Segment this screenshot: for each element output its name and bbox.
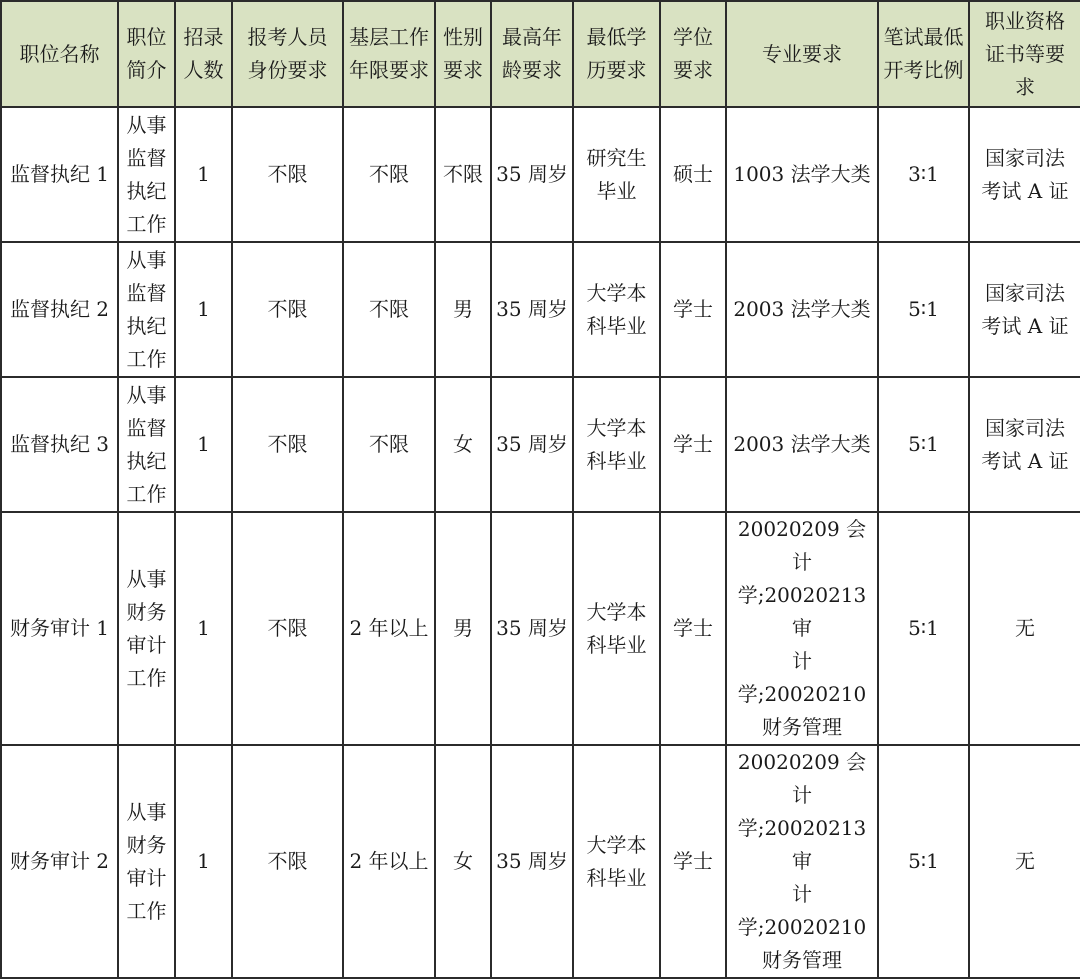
cell-max-age: 35 周岁 [491,745,573,978]
cell-certificate-requirement: 无 [969,745,1080,978]
cell-max-age: 35 周岁 [491,377,573,512]
header-grassroots-years: 基层工作 年限要求 [343,1,435,107]
cell-position-intro: 从事 监督 执纪 工作 [118,377,175,512]
cell-min-education: 大学本 科毕业 [573,242,660,377]
cell-min-education: 大学本 科毕业 [573,745,660,978]
cell-hire-count: 1 [175,512,232,745]
table-row [1,512,1080,745]
cell-gender-requirement: 女 [435,745,491,978]
cell-identity-requirement: 不限 [232,512,343,745]
cell-major-requirement: 20020209 会计 学;20020213 审 计学;20020210 财务管理 [726,512,878,745]
cell-exam-ratio: 5∶1 [878,242,969,377]
cell-position-intro: 从事 财务 审计 工作 [118,745,175,978]
cell-exam-ratio: 5∶1 [878,512,969,745]
cell-position-name: 监督执纪 2 [1,242,118,377]
cell-degree-requirement: 学士 [660,512,726,745]
cell-degree-requirement: 学士 [660,377,726,512]
cell-degree-requirement: 硕士 [660,107,726,242]
cell-certificate-requirement: 国家司法 考试 A 证 [969,377,1080,512]
header-major-requirement: 专业要求 [726,1,878,107]
cell-major-requirement: 2003 法学大类 [726,242,878,377]
cell-certificate-requirement: 国家司法 考试 A 证 [969,107,1080,242]
cell-grassroots-years: 2 年以上 [343,745,435,978]
header-degree-requirement: 学位 要求 [660,1,726,107]
cell-max-age: 35 周岁 [491,512,573,745]
header-hire-count: 招录 人数 [175,1,232,107]
cell-hire-count: 1 [175,745,232,978]
cell-gender-requirement: 女 [435,377,491,512]
cell-hire-count: 1 [175,377,232,512]
table-row [1,242,1080,377]
cell-max-age: 35 周岁 [491,242,573,377]
cell-certificate-requirement: 国家司法 考试 A 证 [969,242,1080,377]
cell-gender-requirement: 男 [435,512,491,745]
header-certificate-requirement: 职业资格 证书等要 求 [969,1,1080,107]
header-position-intro: 职位 简介 [118,1,175,107]
cell-position-name: 监督执纪 3 [1,377,118,512]
header-exam-ratio: 笔试最低 开考比例 [878,1,969,107]
header-position-name: 职位名称 [1,1,118,107]
cell-certificate-requirement: 无 [969,512,1080,745]
header-identity-requirement: 报考人员 身份要求 [232,1,343,107]
cell-gender-requirement: 男 [435,242,491,377]
cell-min-education: 大学本 科毕业 [573,377,660,512]
cell-max-age: 35 周岁 [491,107,573,242]
header-row [1,1,1080,107]
cell-major-requirement: 20020209 会计 学;20020213 审 计学;20020210 财务管理 [726,745,878,978]
cell-exam-ratio: 5∶1 [878,745,969,978]
cell-position-intro: 从事 监督 执纪 工作 [118,242,175,377]
header-gender-requirement: 性别 要求 [435,1,491,107]
cell-gender-requirement: 不限 [435,107,491,242]
cell-identity-requirement: 不限 [232,377,343,512]
cell-identity-requirement: 不限 [232,107,343,242]
cell-min-education: 大学本 科毕业 [573,512,660,745]
cell-min-education: 研究生 毕业 [573,107,660,242]
header-min-education: 最低学 历要求 [573,1,660,107]
cell-position-intro: 从事 监督 执纪 工作 [118,107,175,242]
table-row [1,745,1080,978]
cell-hire-count: 1 [175,107,232,242]
cell-grassroots-years: 不限 [343,107,435,242]
cell-grassroots-years: 不限 [343,377,435,512]
cell-identity-requirement: 不限 [232,745,343,978]
header-max-age: 最高年 龄要求 [491,1,573,107]
table-row [1,377,1080,512]
cell-hire-count: 1 [175,242,232,377]
cell-grassroots-years: 不限 [343,242,435,377]
cell-position-name: 财务审计 2 [1,745,118,978]
cell-exam-ratio: 5∶1 [878,377,969,512]
cell-position-name: 监督执纪 1 [1,107,118,242]
cell-exam-ratio: 3∶1 [878,107,969,242]
cell-position-intro: 从事 财务 审计 工作 [118,512,175,745]
cell-position-name: 财务审计 1 [1,512,118,745]
cell-identity-requirement: 不限 [232,242,343,377]
cell-degree-requirement: 学士 [660,745,726,978]
table-row [1,107,1080,242]
cell-major-requirement: 1003 法学大类 [726,107,878,242]
cell-degree-requirement: 学士 [660,242,726,377]
cell-major-requirement: 2003 法学大类 [726,377,878,512]
cell-grassroots-years: 2 年以上 [343,512,435,745]
